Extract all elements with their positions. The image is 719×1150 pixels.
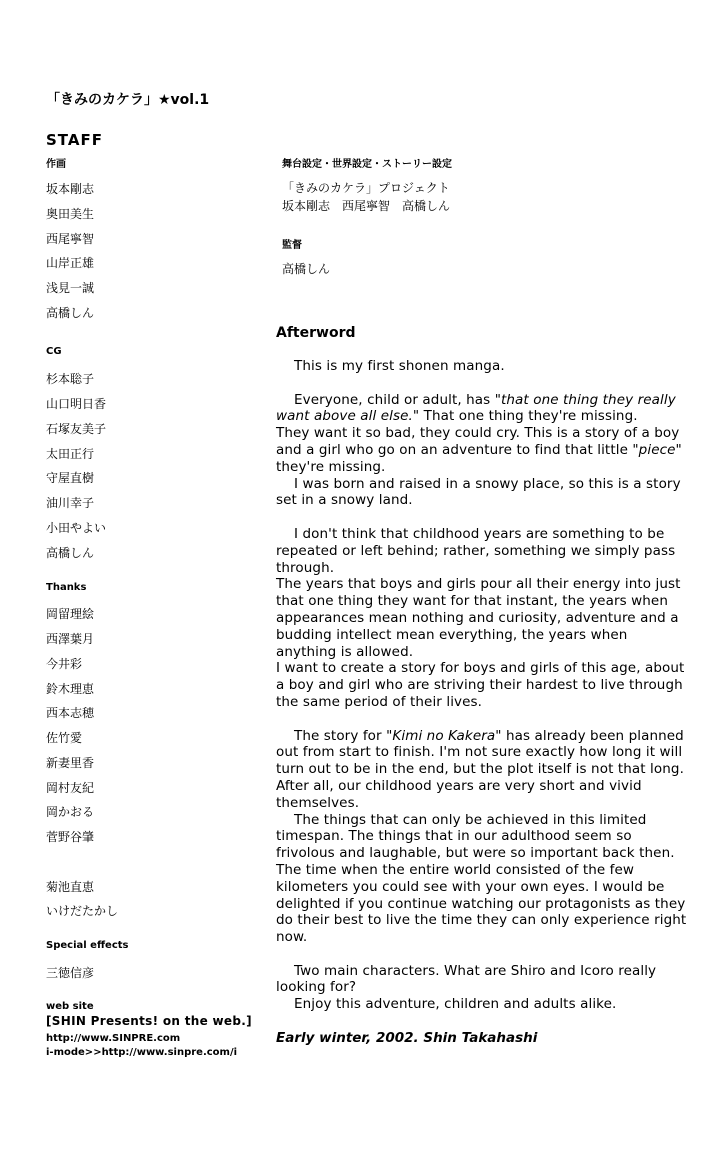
credit-name: 小田やよい [46, 521, 107, 535]
page-title: 「きみのカケラ」★vol.1 [46, 92, 210, 108]
afterword-paragraph: The story for "Kimi no Kakera" has already been planned out from start to finish. I'm not sure exactly how long it will turn out to be in the end, but the plot itself is not that long. [276, 727, 684, 778]
staff-heading: STAFF [46, 131, 103, 149]
afterword-paragraph: Enjoy this adventure, children and adults alike. [294, 996, 617, 1013]
credit-name: 鈴木理恵 [46, 682, 95, 696]
special-effects-heading: Special effects [46, 940, 129, 951]
credit-name: 奥田美生 [46, 207, 95, 221]
afterword-signoff: Early winter, 2002. Shin Takahashi [276, 1030, 538, 1046]
credit-name: いけだたかし [46, 904, 119, 918]
credit-name: 杉本聡子 [46, 372, 95, 386]
web-site-url: http://www.SINPRE.com [46, 1033, 181, 1044]
credit-name: 今井彩 [46, 657, 83, 671]
afterword-paragraph: I want to create a story for boys and girls of this age, about a boy and girl who are striving their hardest to live through the same period of their lives. [276, 660, 685, 710]
credit-name: 高橋しん [46, 546, 95, 560]
credit-name: 浅見一誠 [46, 281, 95, 295]
afterword-paragraph: I was born and raised in a snowy place, so this is a story set in a snowy land. [276, 475, 681, 509]
credit-name: 岡村友紀 [46, 781, 95, 795]
credit-name: 新妻里香 [46, 756, 95, 770]
credit-name: 太田正行 [46, 447, 95, 461]
credit-name: 菅野谷肇 [46, 830, 95, 844]
afterword-paragraph: Two main characters. What are Shiro and Icoro really looking for? [276, 962, 657, 996]
setting-heading: 舞台設定・世界設定・ストーリー設定 [282, 159, 452, 170]
credit-name: 岡留理絵 [46, 607, 95, 621]
credit-name: 岡かおる [46, 805, 95, 819]
credit-name: 山口明日香 [46, 397, 107, 411]
credit-name: 西尾寧智 [46, 232, 95, 246]
credit-name: 石塚友美子 [46, 422, 107, 436]
afterword-paragraph: This is my first shonen manga. [294, 358, 505, 374]
credit-name: 西本志穂 [46, 706, 95, 720]
afterword-paragraph: I don't think that childhood years are something to be repeated or left behind; rather, something we simply pass through. [276, 525, 676, 576]
cg-heading: CG [46, 346, 62, 357]
afterword-title: Afterword [276, 325, 356, 341]
afterword-paragraph: The things that can only be achieved in this limited timespan. The things that in our adulthood seem so frivolous and laughable, but were so important back then. [276, 811, 675, 862]
credit-name: 菊池直恵 [46, 880, 95, 894]
supervisor-name: 高橋しん [282, 262, 331, 276]
setting-project: 「きみのカケラ」プロジェクト [282, 181, 450, 195]
web-site-heading: web site [46, 1001, 94, 1012]
credit-name: 坂本剛志 [46, 182, 95, 196]
afterword-body [276, 358, 691, 1013]
afterword-paragraph: After all, our childhood years are very short and vivid themselves. [276, 777, 642, 811]
credit-name: 西澤葉月 [46, 632, 95, 646]
afterword-paragraph: The time when the entire world consisted of the few kilometers you could see with your own eyes. I would be delighted if you continue watching our protagonists as they do their best to live the time they can only experience right now. [276, 861, 687, 946]
supervisor-heading: 監督 [282, 240, 302, 251]
credit-name: 三徳信彦 [46, 966, 95, 980]
setting-members: 坂本剛志 西尾寧智 高橋しん [282, 199, 451, 213]
credit-name: 守屋直樹 [46, 471, 95, 485]
web-site-name: [SHIN Presents! on the web.] [46, 1014, 252, 1028]
afterword-paragraph: They want it so bad, they could cry. This is a story of a boy and a girl who go on an adventure to find that little "piece" they're missing. [276, 425, 682, 475]
credit-name: 高橋しん [46, 306, 95, 320]
credit-name: 佐竹愛 [46, 731, 83, 745]
afterword-paragraph: The years that boys and girls pour all their energy into just that one thing they want for that instant, the years when appearances mean nothing and curiosity, adventure and a budding intellect mean everything, the years when anything is allowed. [276, 576, 681, 660]
thanks-heading: Thanks [46, 582, 87, 593]
afterword-paragraph: Everyone, child or adult, has "that one thing they really want above all else." That one thing they're missing. [276, 391, 676, 425]
sakuga-heading: 作画 [46, 159, 66, 170]
credit-name: 油川幸子 [46, 496, 95, 510]
imode-url: i-mode>>http://www.sinpre.com/i [46, 1047, 238, 1058]
credit-name: 山岸正雄 [46, 256, 95, 270]
